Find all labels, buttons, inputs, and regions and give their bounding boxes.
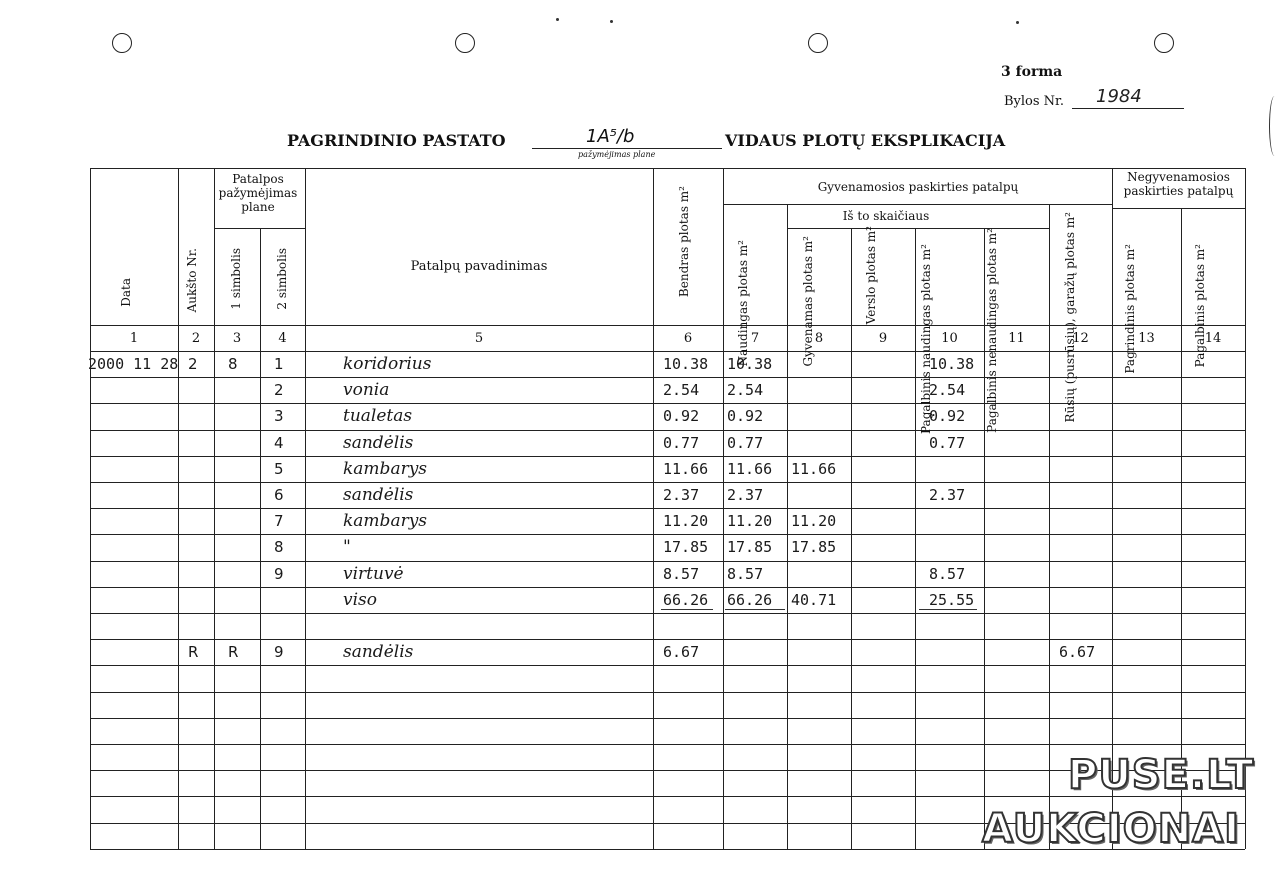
cell-sym2: 9 bbox=[274, 564, 284, 583]
header-residential-group: Gyvenamosios paskirties patalpų bbox=[817, 180, 1019, 194]
cell-total: 10.38 bbox=[663, 355, 709, 373]
header-sym2: 2 simbolis bbox=[275, 248, 289, 310]
header-nonres-group: Negyvenamosios paskirties patalpų bbox=[1123, 170, 1234, 198]
title-left: PAGRINDINIO PASTATO bbox=[287, 131, 506, 150]
title-underline bbox=[532, 148, 722, 149]
cell-basement: 6.67 bbox=[1059, 643, 1096, 662]
row-line bbox=[90, 561, 1245, 562]
cell-total: 8.57 bbox=[663, 564, 700, 583]
cell-sym2: 1 bbox=[274, 355, 284, 373]
row-line bbox=[90, 456, 1245, 457]
cell-total: 0.92 bbox=[663, 407, 700, 426]
header-sym1: 1 simbolis bbox=[229, 248, 243, 310]
header-of-which: Iš to skaičiaus bbox=[842, 209, 930, 223]
cell-room-name: virtuvė bbox=[343, 563, 404, 584]
column-number: 3 bbox=[232, 331, 242, 346]
cell-total: 2.37 bbox=[663, 486, 700, 504]
row-line bbox=[90, 665, 1245, 666]
cell-room-name: " bbox=[343, 537, 351, 558]
header-living: Gyvenamas plotas m² bbox=[801, 236, 815, 367]
row-line bbox=[90, 744, 1245, 745]
cell-useful: 17.85 bbox=[727, 538, 773, 557]
cell-date: 2000 11 28 bbox=[88, 355, 179, 373]
cell-useful: 11.66 bbox=[727, 459, 773, 478]
cell-aux-useful: 2.54 bbox=[929, 381, 966, 400]
cell-sym2: 8 bbox=[274, 538, 284, 557]
column-number: 7 bbox=[750, 331, 760, 346]
cell-useful: 66.26 bbox=[727, 590, 773, 609]
row-line bbox=[90, 534, 1245, 535]
column-number: 9 bbox=[878, 331, 888, 346]
cell-useful: 2.54 bbox=[727, 381, 764, 400]
cell-aux-useful: 25.55 bbox=[929, 590, 975, 609]
table-col-line bbox=[1245, 168, 1246, 849]
column-number: 5 bbox=[474, 331, 484, 346]
page-edge bbox=[1269, 96, 1280, 156]
column-number: 4 bbox=[278, 331, 287, 346]
cell-sym2: 5 bbox=[274, 459, 284, 478]
cell-living: 40.71 bbox=[791, 590, 837, 609]
punch-hole-3 bbox=[808, 33, 828, 53]
cell-useful: 8.57 bbox=[727, 564, 764, 583]
row-line bbox=[90, 639, 1245, 640]
cell-useful: 2.37 bbox=[727, 486, 764, 504]
header-total: Bendras plotas m² bbox=[677, 186, 691, 298]
cell-sym2: 7 bbox=[274, 512, 284, 531]
cell-room-name: tualetas bbox=[343, 406, 413, 427]
column-number: 12 bbox=[1072, 331, 1089, 346]
cell-living: 11.66 bbox=[791, 459, 837, 478]
cell-room-name: sandėlis bbox=[343, 485, 414, 505]
cell-total: 11.20 bbox=[663, 512, 709, 531]
title-marking-caption: pažymėjimas plane bbox=[578, 150, 656, 159]
total-underline bbox=[725, 609, 785, 610]
explication-table bbox=[90, 168, 1245, 849]
watermark-line1: PUSE.LT bbox=[1068, 752, 1255, 798]
case-underline bbox=[1072, 108, 1184, 109]
case-number: 1984 bbox=[1096, 86, 1142, 107]
header-business: Verslo plotas m² bbox=[864, 226, 878, 325]
row-line bbox=[90, 508, 1245, 509]
cell-sym1: R bbox=[228, 643, 239, 662]
header-aux-nonuseful: Pagalbinis nenaudingas plotas m² bbox=[985, 228, 999, 433]
speck bbox=[1016, 21, 1019, 24]
cell-room-name: sandėlis bbox=[343, 642, 414, 663]
header-main-area: Pagrindinis plotas m² bbox=[1123, 244, 1137, 374]
cell-aux-useful: 10.38 bbox=[929, 355, 975, 373]
cell-room-name: vonia bbox=[343, 380, 390, 401]
punch-hole-4 bbox=[1154, 33, 1174, 53]
header-nonres-line bbox=[1112, 208, 1245, 209]
total-underline bbox=[919, 609, 977, 610]
cell-useful: 0.77 bbox=[727, 433, 764, 452]
cell-sym2: 2 bbox=[274, 381, 284, 400]
cell-total: 0.77 bbox=[663, 433, 700, 452]
column-number: 11 bbox=[1008, 331, 1025, 346]
row-line bbox=[90, 718, 1245, 719]
cell-total: 11.66 bbox=[663, 459, 709, 478]
cell-useful: 0.92 bbox=[727, 407, 764, 426]
column-number: 10 bbox=[941, 331, 958, 346]
cell-total: 66.26 bbox=[663, 590, 709, 609]
cell-aux-useful: 2.37 bbox=[929, 486, 966, 504]
cell-total: 6.67 bbox=[663, 643, 700, 662]
header-aux-area: Pagalbinis plotas m² bbox=[1193, 244, 1207, 368]
cell-living: 11.20 bbox=[791, 512, 837, 531]
cell-sym1: 8 bbox=[228, 355, 238, 373]
cell-useful: 11.20 bbox=[727, 512, 773, 531]
header-basement: Rūsių (pusrūsių), garažų plotas m² bbox=[1063, 212, 1077, 423]
title-marking: 1A⁵/b bbox=[586, 126, 635, 147]
header-name: Patalpų pavadinimas bbox=[410, 259, 548, 274]
cell-aux-useful: 0.92 bbox=[929, 407, 966, 426]
case-label: Bylos Nr. bbox=[1004, 94, 1064, 109]
cell-aux-useful: 8.57 bbox=[929, 564, 966, 583]
cell-room-name: kambarys bbox=[343, 458, 428, 479]
row-line bbox=[90, 587, 1245, 588]
header-data: Data bbox=[119, 278, 133, 307]
speck bbox=[610, 20, 613, 23]
cell-room-name: kambarys bbox=[343, 511, 428, 532]
header-aux-useful: Pagalbinis naudingas plotas m² bbox=[919, 244, 933, 434]
cell-floor: R bbox=[188, 643, 199, 662]
column-number: 8 bbox=[814, 331, 824, 346]
cell-aux-useful: 0.77 bbox=[929, 433, 966, 452]
cell-sym2: 3 bbox=[274, 407, 284, 426]
cell-floor: 2 bbox=[188, 355, 198, 373]
header-marking-group: Patalpos pažymėjimas plane bbox=[218, 172, 298, 214]
row-line bbox=[90, 482, 1245, 483]
total-underline bbox=[661, 609, 713, 610]
column-number: 14 bbox=[1204, 331, 1222, 346]
column-number: 2 bbox=[191, 331, 201, 346]
punch-hole-1 bbox=[112, 33, 132, 53]
row-line bbox=[90, 430, 1245, 431]
speck bbox=[556, 18, 559, 21]
cell-total: 17.85 bbox=[663, 538, 709, 557]
column-number: 1 bbox=[129, 331, 139, 346]
cell-sym2: 4 bbox=[274, 433, 284, 452]
header-ofwhich-line bbox=[787, 228, 1049, 229]
cell-living: 17.85 bbox=[791, 538, 837, 557]
row-line bbox=[90, 613, 1245, 614]
cell-sym2: 6 bbox=[274, 486, 284, 504]
cell-room-name: koridorius bbox=[343, 354, 432, 374]
column-number: 13 bbox=[1138, 331, 1155, 346]
column-number: 6 bbox=[683, 331, 693, 346]
punch-hole-2 bbox=[455, 33, 475, 53]
watermark-line2: AUKCIONAI bbox=[982, 806, 1240, 852]
row-line bbox=[90, 692, 1245, 693]
form-number: 3 forma bbox=[1001, 64, 1063, 80]
cell-useful: 10.38 bbox=[727, 355, 773, 373]
cell-total: 2.54 bbox=[663, 381, 700, 400]
cell-sym2: 9 bbox=[274, 643, 284, 662]
header-floor: Aukšto Nr. bbox=[185, 248, 199, 313]
cell-room-name: viso bbox=[343, 589, 377, 610]
header-useful: Naudingas plotas m² bbox=[736, 240, 750, 367]
header-marking-line bbox=[214, 228, 305, 229]
title-right: VIDAUS PLOTŲ EKSPLIKACIJA bbox=[725, 131, 1006, 150]
cell-room-name: sandėlis bbox=[343, 432, 414, 453]
